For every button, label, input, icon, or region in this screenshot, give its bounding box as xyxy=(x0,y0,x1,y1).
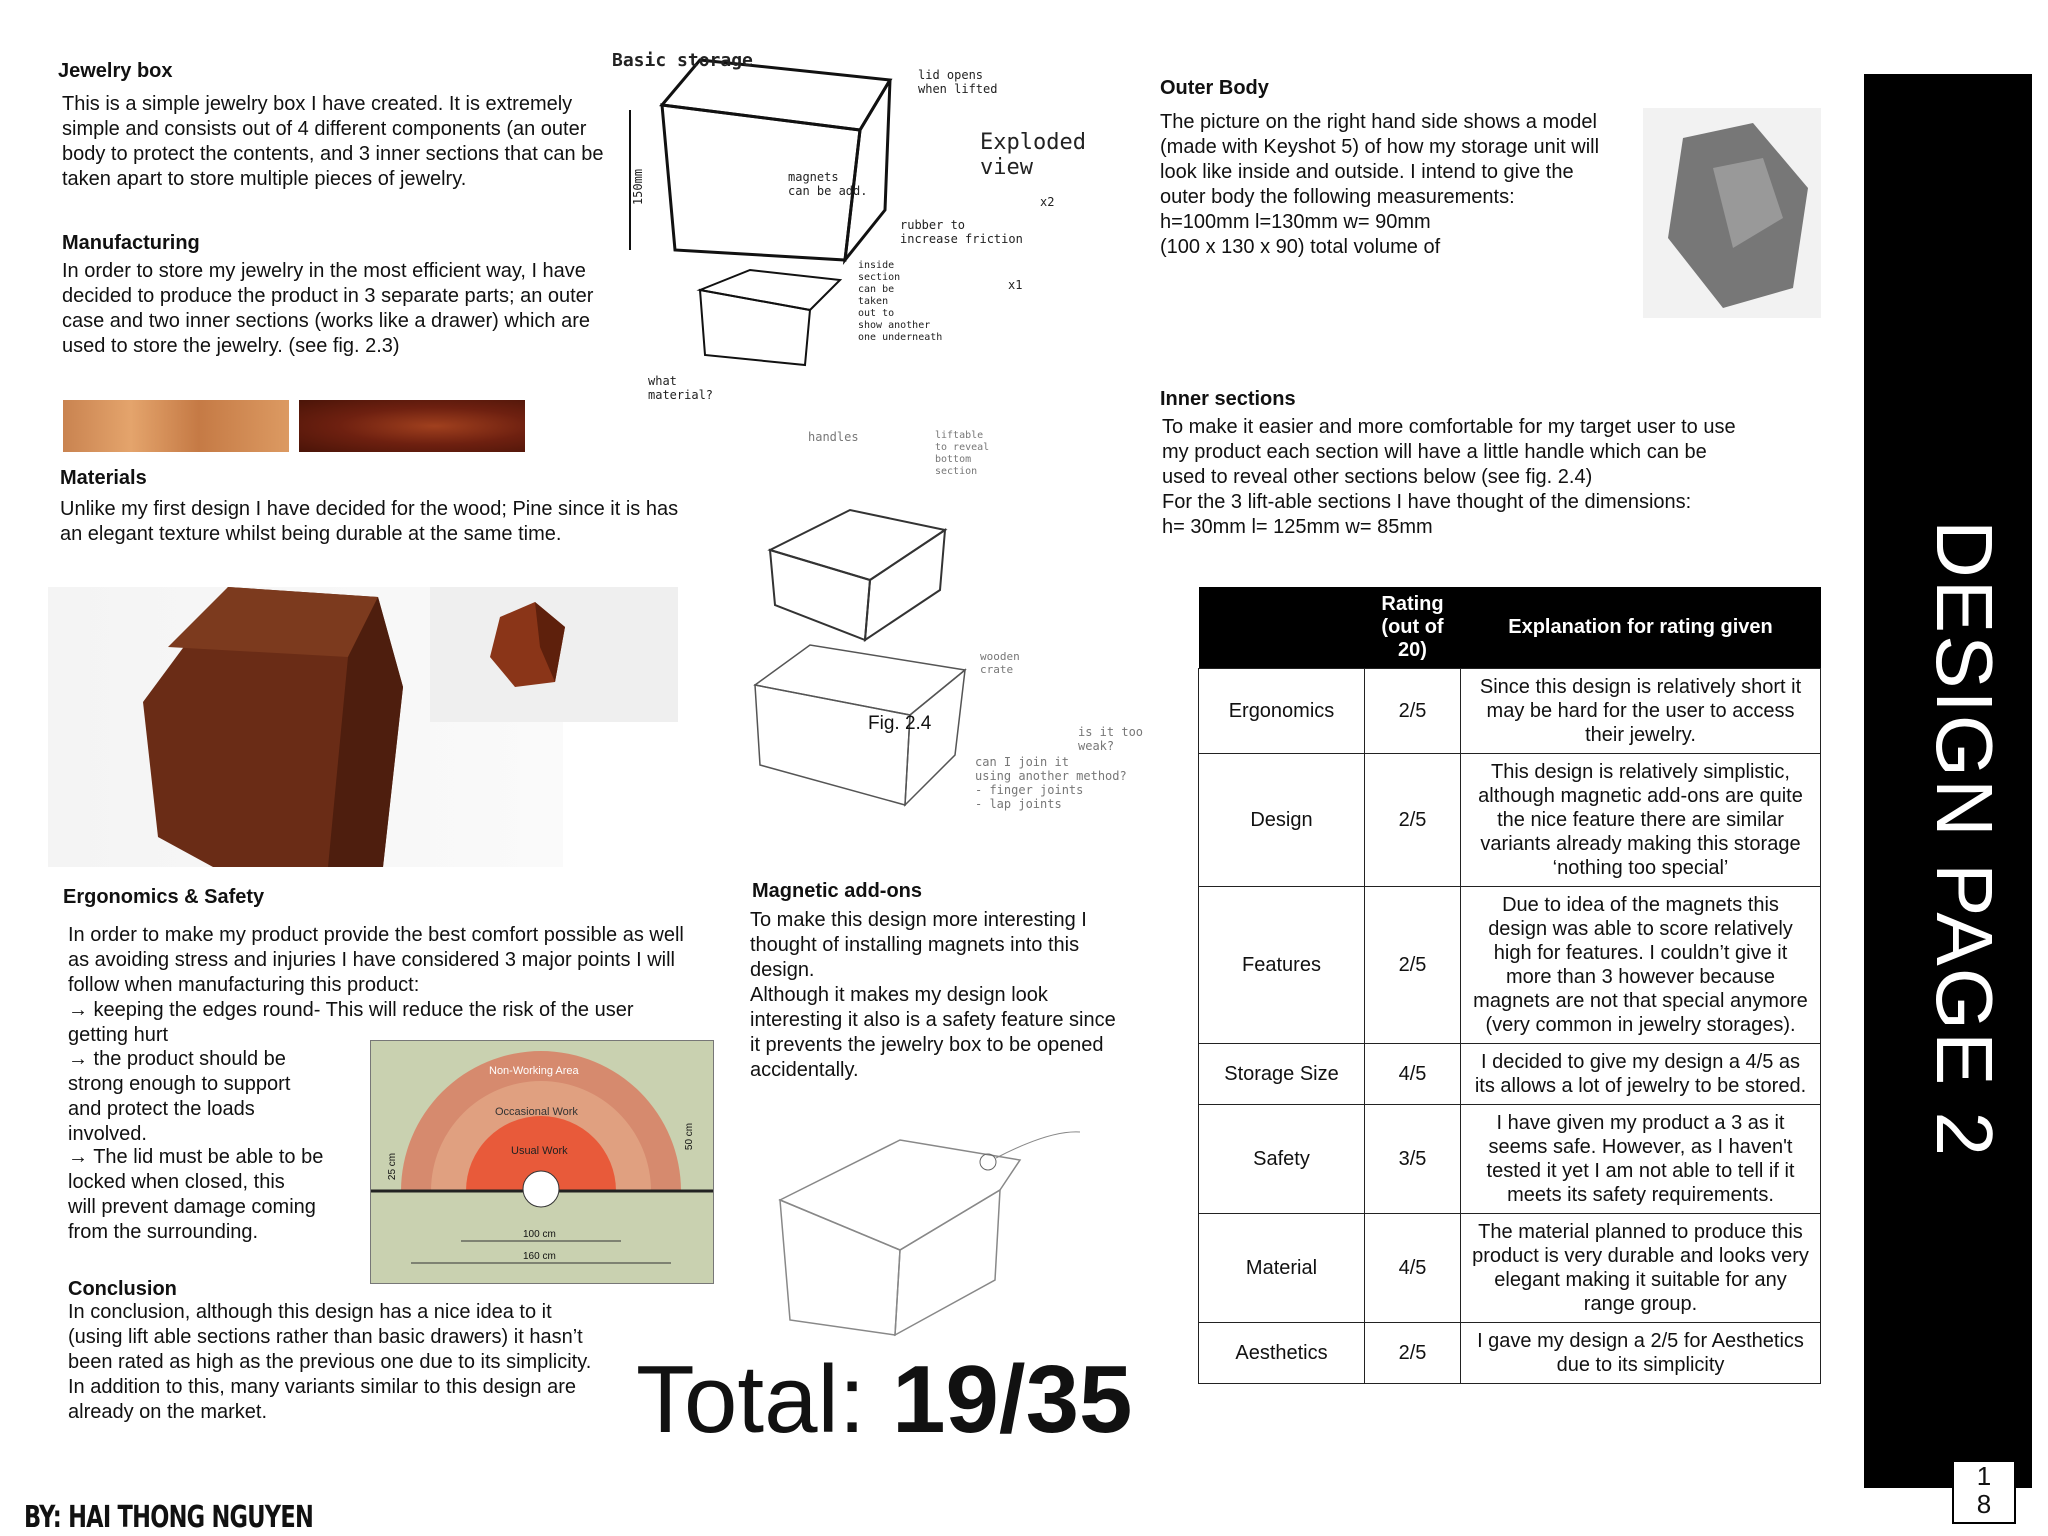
ergonomics-point-3: → The lid must be able to be locked when closed, this will prevent damage coming from the surrounding. xyxy=(68,1146,324,1243)
magnetic-text: To make this design more interesting I thought of installing magnets into this design. Although it makes my design look interesting it also is a safety feature since it prevents the jewelry box to be opened accidentally. xyxy=(750,909,1116,1081)
header-rating: Rating (out of 20) xyxy=(1365,587,1461,669)
outer-body-text: The picture on the right hand side shows a model (made with Keyshot 5) of how my storage unit will look like inside and outside. I intend to give the outer body the following measurements: h=100mm l=130mm w= 90mm (100 x 130 x 90) total volume of xyxy=(1160,111,1600,258)
criterion-cell: Safety xyxy=(1199,1105,1365,1214)
criterion-cell: Material xyxy=(1199,1214,1365,1323)
x2-note: x2 xyxy=(1040,195,1055,209)
criterion-cell: Storage Size xyxy=(1199,1044,1365,1105)
inner-sections-text: To make it easier and more comfortable for my target user to use my product each section will have a little handle which can be used to reveal other sections below (see fig. 2.4) For the 3 lift-able sections I have thought of the dimensions: h= 30mm l= 125mm w= 85mm xyxy=(1162,416,1736,538)
crate-note: wooden crate xyxy=(980,650,1020,676)
table-row xyxy=(1199,1214,1821,1323)
lid-note: lid opens when lifted xyxy=(918,68,998,96)
mahogany-wood-swatch xyxy=(299,400,525,452)
exploded-note: Exploded view xyxy=(980,130,1086,180)
criterion-cell: Design xyxy=(1199,754,1365,887)
header-explanation: Explanation for rating given xyxy=(1461,587,1821,669)
table-row xyxy=(1199,1105,1821,1214)
table-row xyxy=(1199,887,1821,1044)
header-criterion xyxy=(1199,587,1365,669)
x1-note: x1 xyxy=(1008,278,1023,292)
inside-note: inside section can be taken out to show another one underneath xyxy=(858,260,943,343)
ergonomics-point-2: → the product should be strong enough to support and protect the loads involved. xyxy=(68,1048,291,1145)
occasional-label: Occasional Work xyxy=(495,1106,578,1118)
table-header xyxy=(1199,587,1821,669)
dim-100: 100 cm xyxy=(523,1229,556,1240)
criterion-cell: Ergonomics xyxy=(1199,669,1365,754)
explanation-cell: This design is relatively simplistic, although magnetic add-ons are quite the nice feature there are similar variants already making this storage ‘nothing too special’ xyxy=(1461,754,1821,887)
explanation-cell: Due to idea of the magnets this design was able to score relatively high for features. I couldn’t give it more than 3 however because magnets are not that special anymore (very common in jewelry storages). xyxy=(1461,887,1821,1044)
criterion-cell: Aesthetics xyxy=(1199,1323,1365,1384)
inner-sections-sketch xyxy=(740,420,1180,860)
explanation-cell: Since this design is relatively short it may be hard for the user to access their jewelry. xyxy=(1461,669,1821,754)
material-question: what material? xyxy=(648,374,714,402)
conclusion-heading: Conclusion xyxy=(68,1278,177,1300)
page-number: 18 xyxy=(1952,1460,2016,1524)
explanation-cell: I have given my product a 3 as it seems safe. However, as I haven't tested it yet I am not able to tell if it meets its safety requirements. xyxy=(1461,1105,1821,1214)
rating-cell: 2/5 xyxy=(1365,1323,1461,1384)
total-score xyxy=(636,1345,1132,1455)
ergonomics-point-1: → keeping the edges round- This will reduce the risk of the user getting hurt xyxy=(68,999,634,1046)
table-row xyxy=(1199,1323,1821,1384)
liftable-note: liftable to reveal bottom section xyxy=(935,430,990,477)
dim-note: 150mm xyxy=(631,168,646,206)
explanation-cell: I gave my design a 2/5 for Aesthetics due to its simplicity xyxy=(1461,1323,1821,1384)
box-render-small xyxy=(430,587,678,722)
dim-25: 25 cm xyxy=(387,1152,399,1181)
jewelry-box-text: This is a simple jewelry box I have created. It is extremely simple and consists out of 4 different components (an outer body to protect the contents, and 3 inner sections that can be taken apart to store multiple pieces of jewelry. xyxy=(62,93,604,190)
explanation-cell: I decided to give my design a 4/5 as its allows a lot of jewelry to be stored. xyxy=(1461,1044,1821,1105)
table-row xyxy=(1199,754,1821,887)
usual-label: Usual Work xyxy=(511,1145,568,1157)
ergonomics-heading: Ergonomics & Safety xyxy=(63,886,265,908)
criterion-cell: Features xyxy=(1199,887,1365,1044)
keyshot-model-render xyxy=(1643,108,1821,318)
total-label: Total: xyxy=(636,1346,893,1453)
outer-body-heading: Outer Body xyxy=(1160,77,1269,99)
total-value: 19/35 xyxy=(892,1346,1133,1453)
handles-note: handles xyxy=(808,430,859,444)
figure-label: Fig. 2.4 xyxy=(868,713,932,734)
sidebar-title: DESIGN PAGE 2 xyxy=(1920,520,2009,1159)
rating-cell: 4/5 xyxy=(1365,1044,1461,1105)
magnets-note: magnets can be add. xyxy=(788,170,868,198)
lid-magnet-sketch xyxy=(770,1120,1100,1340)
materials-heading: Materials xyxy=(60,467,147,489)
manufacturing-heading: Manufacturing xyxy=(62,232,200,254)
dim-160: 160 cm xyxy=(523,1251,556,1262)
weak-note: is it too weak? xyxy=(1078,725,1144,753)
non-working-label: Non-Working Area xyxy=(489,1065,579,1077)
rating-cell: 4/5 xyxy=(1365,1214,1461,1323)
jewelry-box-heading: Jewelry box xyxy=(58,60,173,82)
join-note: can I join it using another method? - finger joints - lap joints xyxy=(975,755,1127,811)
ergonomics-intro: In order to make my product provide the best comfort possible as well as avoiding stress and injuries I have considered 3 major points I will follow when manufacturing this product: xyxy=(68,924,684,996)
sketch-title: Basic storage xyxy=(612,50,753,71)
table-row xyxy=(1199,1044,1821,1105)
basic-storage-sketch xyxy=(600,50,1160,410)
rating-cell: 3/5 xyxy=(1365,1105,1461,1214)
magnetic-heading: Magnetic add-ons xyxy=(752,880,923,902)
dim-50: 50 cm xyxy=(684,1122,696,1151)
rating-cell: 2/5 xyxy=(1365,887,1461,1044)
explanation-cell: The material planned to produce this product is very durable and looks very elegant making it suitable for any range group. xyxy=(1461,1214,1821,1323)
rating-cell: 2/5 xyxy=(1365,754,1461,887)
author-byline: BY: HAI THONG NGUYEN xyxy=(24,1500,314,1535)
rating-table xyxy=(1198,587,1821,1384)
conclusion-text: In conclusion, although this design has a nice idea to it (using lift able sections rather than basic drawers) it hasn’t been rated as high as the previous one due to its simplicity. In addition to this, many variants similar to this design are already on the market. xyxy=(68,1301,592,1423)
table-row xyxy=(1199,669,1821,754)
manufacturing-text: In order to store my jewelry in the most efficient way, I have decided to produce the product in 3 separate parts; an outer case and two inner sections (works like a drawer) which are used to store the jewelry. (see fig. 2.3) xyxy=(62,260,594,357)
pine-wood-swatch xyxy=(63,400,289,452)
materials-text: Unlike my first design I have decided for the wood; Pine since it is has an elegant texture whilst being durable at the same time. xyxy=(60,498,679,545)
inner-sections-heading: Inner sections xyxy=(1160,388,1296,410)
rating-cell: 2/5 xyxy=(1365,669,1461,754)
work-area-diagram xyxy=(370,1040,714,1284)
rubber-note: rubber to increase friction xyxy=(900,218,1023,246)
